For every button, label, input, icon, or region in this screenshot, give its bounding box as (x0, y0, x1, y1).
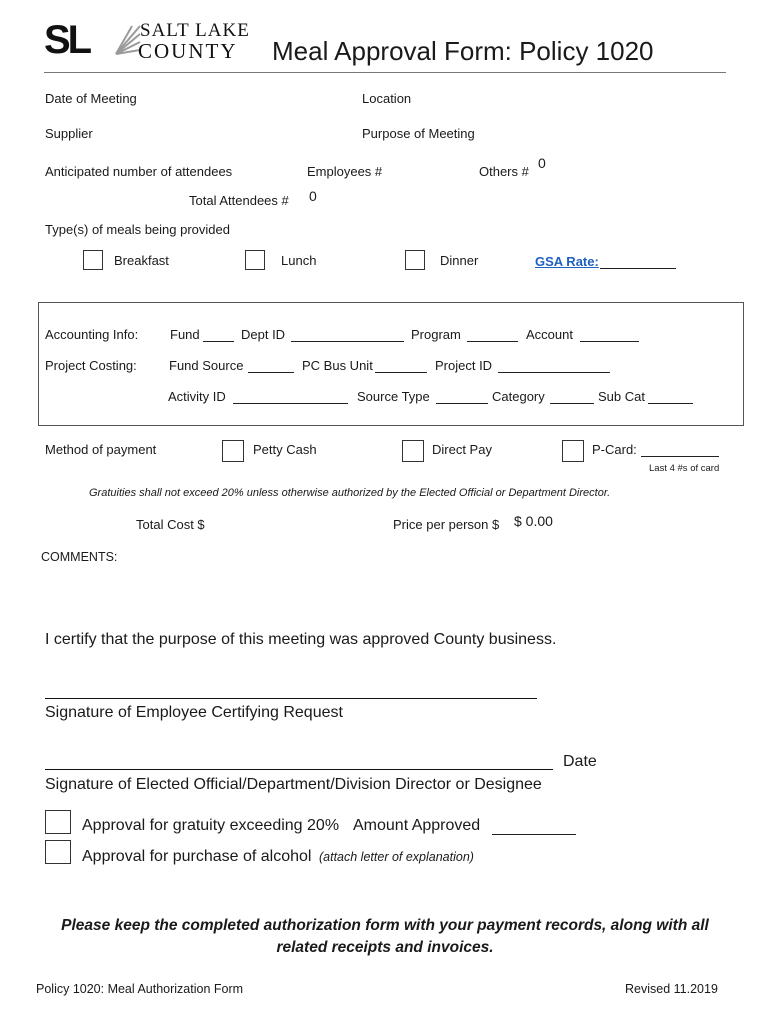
alcohol-approval-label: Approval for purchase of alcohol (82, 848, 312, 865)
accounting-info-label: Accounting Info: (45, 327, 139, 342)
fund-field[interactable] (203, 329, 234, 342)
total-cost-label: Total Cost $ (136, 517, 205, 532)
location-label: Location (362, 91, 412, 106)
project-costing-label: Project Costing: (45, 358, 137, 373)
others-label: Others # (479, 164, 529, 179)
category-label: Category (492, 389, 545, 404)
pc-bus-unit-label: PC Bus Unit (302, 358, 373, 373)
breakfast-checkbox[interactable] (83, 250, 103, 270)
amount-approved-field[interactable] (492, 821, 576, 835)
amount-approved-label: Amount Approved (353, 817, 481, 834)
employees-label: Employees # (307, 164, 383, 179)
dinner-checkbox[interactable] (405, 250, 425, 270)
card-digits-note: Last 4 #s of card (649, 463, 720, 474)
p-card-checkbox[interactable] (562, 440, 584, 462)
date-label: Date (563, 753, 597, 770)
gratuity-approval-label: Approval for gratuity exceeding 20% (82, 817, 340, 834)
p-card-field[interactable] (641, 444, 719, 457)
gsa-rate-link[interactable]: GSA Rate: (535, 254, 599, 269)
comments-label: COMMENTS: (41, 550, 118, 564)
records-reminder-line2: related receipts and invoices. (276, 939, 494, 956)
activity-id-label: Activity ID (168, 389, 226, 404)
fund-label: Fund (170, 327, 200, 342)
fund-source-field[interactable] (248, 360, 294, 373)
footer-revision: Revised 11.2019 (625, 982, 718, 996)
footer-form-name: Policy 1020: Meal Authorization Form (36, 982, 244, 996)
page-title: Meal Approval Form: Policy 1020 (272, 36, 654, 66)
employee-signature-label: Signature of Employee Certifying Request (45, 704, 343, 721)
program-label: Program (411, 327, 461, 342)
activity-id-field[interactable] (233, 391, 348, 404)
sub-cat-field[interactable] (648, 391, 693, 404)
direct-pay-checkbox[interactable] (402, 440, 424, 462)
county-logo (44, 20, 256, 66)
category-field[interactable] (550, 391, 594, 404)
p-card-label: P-Card: (592, 442, 637, 457)
gratuity-approval-checkbox[interactable] (45, 810, 71, 834)
account-label: Account (526, 327, 573, 342)
alcohol-approval-checkbox[interactable] (45, 840, 71, 864)
gsa-rate-field[interactable] (600, 256, 676, 269)
logo-text-line2: COUNTY (138, 39, 238, 63)
director-signature-label: Signature of Elected Official/Department/Division Director or Designee (45, 776, 542, 793)
meal-types-label: Type(s) of meals being provided (45, 222, 230, 237)
fund-source-label: Fund Source (169, 358, 244, 373)
certification-statement: I certify that the purpose of this meeting was approved County business. (45, 631, 557, 648)
attendees-label: Anticipated number of attendees (45, 164, 233, 179)
alcohol-approval-note: (attach letter of explanation) (319, 850, 474, 864)
dept-id-label: Dept ID (241, 327, 286, 342)
program-field[interactable] (467, 329, 518, 342)
project-id-field[interactable] (498, 360, 610, 373)
payment-method-label: Method of payment (45, 442, 157, 457)
total-attendees-value[interactable]: 0 (309, 188, 317, 204)
header-divider (44, 72, 726, 73)
lunch-checkbox[interactable] (245, 250, 265, 270)
account-field[interactable] (580, 329, 639, 342)
logo-mark: SL (44, 18, 90, 62)
petty-cash-checkbox[interactable] (222, 440, 244, 462)
project-id-label: Project ID (435, 358, 493, 373)
source-type-label: Source Type (357, 389, 430, 404)
others-value-field[interactable]: 0 (538, 155, 546, 171)
dinner-label: Dinner (440, 253, 479, 268)
price-per-person-label: Price per person $ (393, 517, 500, 532)
breakfast-label: Breakfast (114, 253, 169, 268)
gratuity-note: Gratuities shall not exceed 20% unless otherwise authorized by the Elected Official or Department Director. (89, 487, 611, 499)
employee-signature-line[interactable] (45, 698, 537, 699)
director-signature-line[interactable] (45, 769, 553, 770)
sub-cat-label: Sub Cat (598, 389, 645, 404)
direct-pay-label: Direct Pay (432, 442, 492, 457)
pc-bus-unit-field[interactable] (375, 360, 427, 373)
logo-text-line1: SALT LAKE (140, 20, 250, 41)
petty-cash-label: Petty Cash (253, 442, 317, 457)
source-type-field[interactable] (436, 391, 488, 404)
total-attendees-label: Total Attendees # (189, 193, 289, 208)
lunch-label: Lunch (281, 253, 317, 268)
records-reminder (0, 915, 770, 959)
price-per-person-value[interactable]: $ 0.00 (514, 513, 553, 529)
date-of-meeting-label: Date of Meeting (45, 91, 137, 106)
supplier-label: Supplier (45, 126, 93, 141)
records-reminder-line1: Please keep the completed authorization form with your payment records, along with all (61, 917, 709, 934)
dept-id-field[interactable] (291, 329, 404, 342)
purpose-label: Purpose of Meeting (362, 126, 475, 141)
